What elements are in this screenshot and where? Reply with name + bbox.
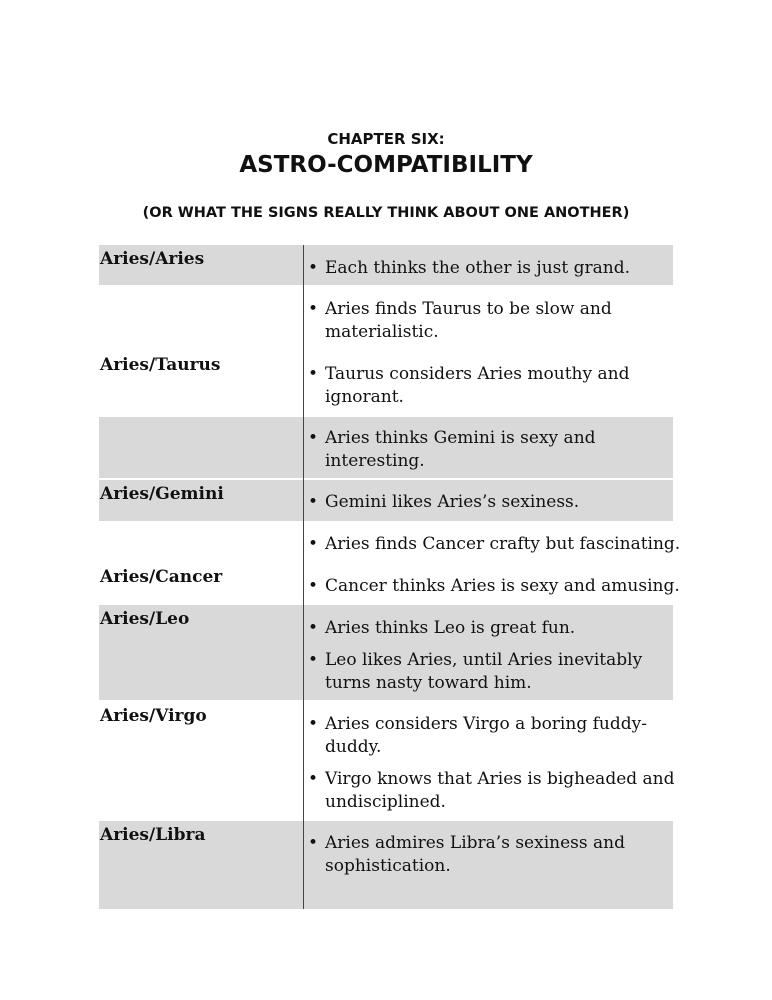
note-aries-virgo-1: • Aries considers Virgo a boring fuddy-duddy. [308,713,687,759]
sign-aries-cancer: Aries/Cancer [100,567,223,587]
note-aries-taurus-2: • Taurus considers Aries mouthy and ignorant. [308,363,687,409]
note-aries-cancer-1: • Aries finds Cancer crafty but fascinating. [308,533,687,556]
row-separator [99,478,673,480]
note-aries-gemini-2: • Gemini likes Aries’s sexiness. [308,491,687,514]
sign-aries-taurus: Aries/Taurus [100,355,221,375]
sign-aries-libra: Aries/Libra [100,825,206,845]
sign-aries-virgo: Aries/Virgo [100,706,207,726]
chapter-label: CHAPTER SIX: [327,130,445,148]
note-aries-libra-1: • Aries admires Libra’s sexiness and sophistication. [308,832,687,878]
note-aries-cancer-2: • Cancer thinks Aries is sexy and amusing. [308,575,687,598]
sign-aries-gemini: Aries/Gemini [100,484,224,504]
sign-aries-aries: Aries/Aries [100,249,205,269]
column-divider [303,245,304,909]
note-aries-virgo-2: • Virgo knows that Aries is bigheaded and undisciplined. [308,768,687,814]
note-aries-aries-1: • Each thinks the other is just grand. [308,257,687,280]
sign-aries-leo: Aries/Leo [100,609,190,629]
note-aries-taurus-1: • Aries finds Taurus to be slow and materialistic. [308,298,687,344]
chapter-subtitle: (OR WHAT THE SIGNS REALLY THINK ABOUT ONE ANOTHER) [142,205,630,221]
note-aries-gemini-1: • Aries thinks Gemini is sexy and interesting. [308,427,687,473]
chapter-title: ASTRO-COMPATIBILITY [239,152,533,178]
note-aries-leo-2: • Leo likes Aries, until Aries inevitably turns nasty toward him. [308,649,687,695]
note-aries-leo-1: • Aries thinks Leo is great fun. [308,617,687,640]
